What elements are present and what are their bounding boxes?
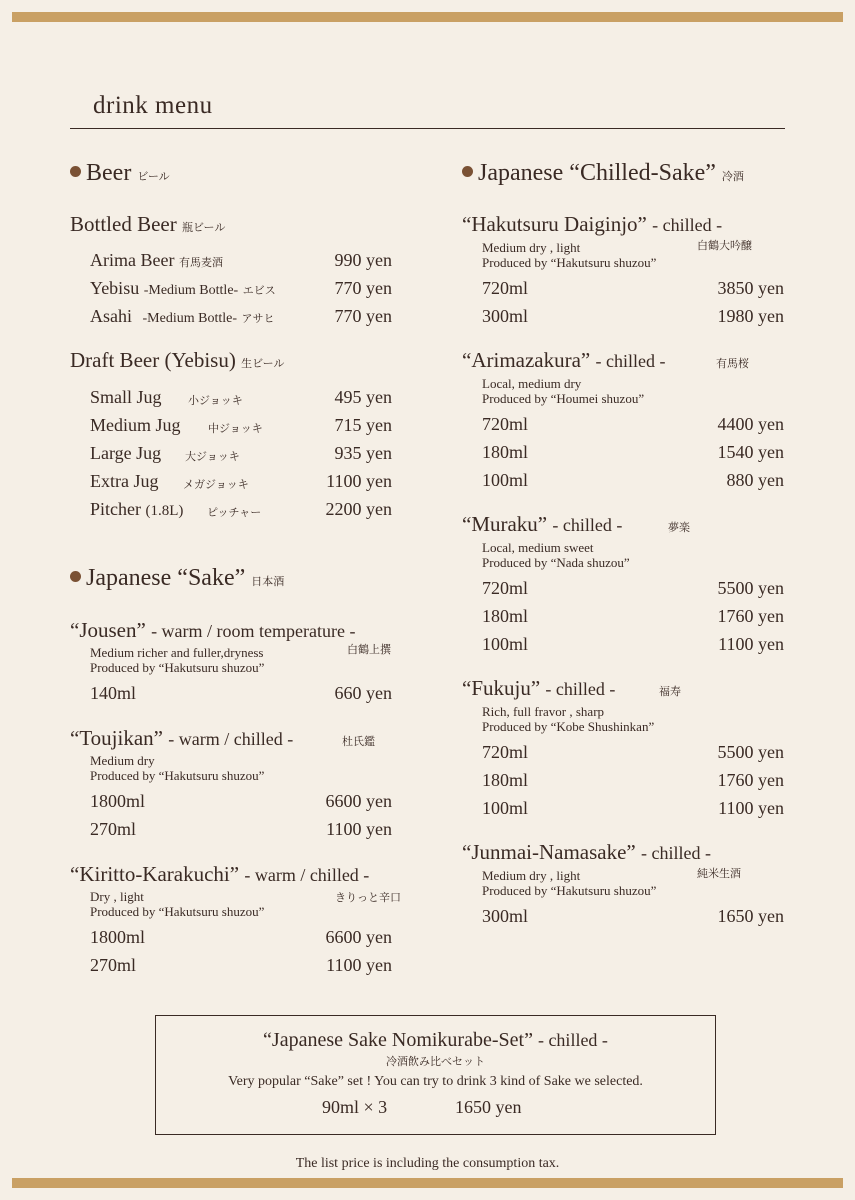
item-price: 495 yen xyxy=(334,387,392,407)
sake-name: “Jousen” xyxy=(70,618,146,642)
title-rule xyxy=(70,128,785,129)
sake-name: “Arimazakura” xyxy=(462,348,591,372)
sake-jp: 白鶴上撰 xyxy=(347,644,391,656)
sake-heading xyxy=(70,565,284,592)
set-size: 90ml × 3 xyxy=(322,1097,388,1117)
bottom-border-band xyxy=(12,1178,843,1188)
item-price: 770 yen xyxy=(334,306,392,326)
size-label: 300ml xyxy=(482,306,529,326)
sake-temp: - warm / chilled - xyxy=(168,729,294,749)
sake-temp: - warm / chilled - xyxy=(244,865,370,885)
size-label: 180ml xyxy=(482,606,529,626)
size-label: 720ml xyxy=(482,578,529,598)
menu-item xyxy=(90,250,223,271)
item-price: 770 yen xyxy=(334,278,392,298)
size-label: 270ml xyxy=(90,819,137,839)
menu-item xyxy=(90,499,183,520)
menu-item xyxy=(90,306,275,327)
sake-jp: 白鶴大吟醸 xyxy=(697,240,752,252)
sake-name: “Muraku” xyxy=(462,512,548,536)
set-temp: - chilled - xyxy=(537,1030,608,1050)
size-label: 1800ml xyxy=(90,927,146,947)
size-price: 4400 yen xyxy=(717,414,784,434)
sake-desc: Medium dry , light xyxy=(482,868,581,883)
chilled-heading xyxy=(462,160,744,187)
sake-name: “Toujikan” xyxy=(70,726,163,750)
size-price: 6600 yen xyxy=(325,791,392,811)
sake-desc: Dry , light xyxy=(90,889,144,904)
chilled-heading-jp: 冷酒 xyxy=(721,171,744,183)
size-label: 180ml xyxy=(482,442,529,462)
size-price: 6600 yen xyxy=(325,927,392,947)
size-label: 100ml xyxy=(482,798,529,818)
sake-producer: Produced by “Hakutsuru shuzou” xyxy=(482,255,657,270)
size-label: 300ml xyxy=(482,906,529,926)
item-jp: 小ジョッキ xyxy=(188,395,243,407)
item-price: 990 yen xyxy=(334,250,392,270)
item-name: Arima Beer xyxy=(90,250,175,270)
size-price: 3850 yen xyxy=(717,278,784,298)
tax-note: The list price is including the consumption tax. xyxy=(295,1156,560,1171)
bottled-beer-title-jp: 瓶ビール xyxy=(181,222,226,234)
item-name: Pitcher xyxy=(90,499,141,519)
sake-item-title xyxy=(462,212,722,237)
sake-producer: Produced by “Hakutsuru shuzou” xyxy=(90,904,265,919)
bottled-beer-title xyxy=(70,212,225,237)
sake-temp: - chilled - xyxy=(552,515,623,535)
sake-jp: 純米生酒 xyxy=(697,868,741,880)
sake-jp: 夢楽 xyxy=(668,522,690,534)
beer-heading-jp: ビール xyxy=(137,171,170,183)
sake-item-title xyxy=(462,348,665,373)
size-price: 1650 yen xyxy=(717,906,784,926)
size-label: 140ml xyxy=(90,683,137,703)
sake-desc: Medium dry xyxy=(90,753,155,768)
item-name: Large Jug xyxy=(90,443,162,463)
item-name: Medium Jug xyxy=(90,415,181,435)
draft-beer-title xyxy=(70,348,284,373)
size-label: 270ml xyxy=(90,955,137,975)
item-name: Extra Jug xyxy=(90,471,159,491)
sake-item-title xyxy=(462,676,615,701)
sake-item-title xyxy=(70,726,293,751)
size-price: 1760 yen xyxy=(717,770,784,790)
sake-name: “Kiritto-Karakuchi” xyxy=(70,862,240,886)
sake-producer: Produced by “Nada shuzou” xyxy=(482,555,630,570)
item-jp: 大ジョッキ xyxy=(185,451,240,463)
sake-item-title xyxy=(462,512,622,537)
size-price: 5500 yen xyxy=(717,578,784,598)
item-name: Asahi xyxy=(90,306,132,326)
item-jp: ピッチャー xyxy=(207,507,262,519)
sake-name: “Junmai-Namasake” xyxy=(462,840,636,864)
item-jp: アサヒ xyxy=(241,313,275,325)
size-price: 1760 yen xyxy=(717,606,784,626)
size-price: 1100 yen xyxy=(718,634,784,654)
sake-item-title xyxy=(462,840,711,865)
chilled-heading-text: Japanese “Chilled-Sake” xyxy=(478,160,716,186)
bullet-icon xyxy=(70,571,81,582)
size-price: 1540 yen xyxy=(717,442,784,462)
sake-item-title xyxy=(70,862,369,887)
sake-jp: 杜氏鑑 xyxy=(342,736,375,748)
size-label: 1800ml xyxy=(90,791,146,811)
item-name: Small Jug xyxy=(90,387,162,407)
size-label: 720ml xyxy=(482,742,529,762)
sake-jp: 福寿 xyxy=(659,686,681,698)
bullet-icon xyxy=(462,166,473,177)
sake-item-title xyxy=(70,618,355,643)
size-label: 720ml xyxy=(482,278,529,298)
beer-heading xyxy=(70,160,170,187)
draft-beer-title-jp: 生ビール xyxy=(241,358,285,370)
sake-producer: Produced by “Kobe Shushinkan” xyxy=(482,719,655,734)
sake-desc: Local, medium dry xyxy=(482,376,582,391)
item-jp: 有馬麦酒 xyxy=(178,257,223,269)
sake-temp: - chilled - xyxy=(595,351,666,371)
item-note: -Medium Bottle- xyxy=(143,283,239,298)
item-price: 715 yen xyxy=(334,415,392,435)
item-price: 1100 yen xyxy=(326,471,392,491)
sake-jp: 有馬桜 xyxy=(716,358,749,370)
sake-temp: - chilled - xyxy=(641,843,711,863)
size-price: 1100 yen xyxy=(326,955,392,975)
item-jp: メガジョッキ xyxy=(183,479,249,491)
size-label: 180ml xyxy=(482,770,529,790)
page-title: drink menu xyxy=(93,92,213,119)
sake-producer: Produced by “Hakutsuru shuzou” xyxy=(90,768,265,783)
sake-desc: Medium dry , light xyxy=(482,240,581,255)
item-note: (1.8L) xyxy=(145,503,184,519)
sake-heading-text: Japanese “Sake” xyxy=(86,565,246,591)
sake-desc: Medium richer and fuller,dryness xyxy=(90,645,264,660)
size-price: 1100 yen xyxy=(326,819,392,839)
set-price: 1650 yen xyxy=(455,1097,522,1117)
item-note: -Medium Bottle- xyxy=(142,311,237,326)
sake-name: “Hakutsuru Daiginjo” xyxy=(462,212,647,236)
item-jp: 中ジョッキ xyxy=(208,423,263,435)
size-price: 1100 yen xyxy=(718,798,784,818)
menu-item xyxy=(90,278,276,299)
size-label: 100ml xyxy=(482,470,529,490)
size-price: 1980 yen xyxy=(717,306,784,326)
set-title xyxy=(155,1029,716,1052)
sake-temp: - chilled - xyxy=(652,215,723,235)
beer-heading-text: Beer xyxy=(86,160,132,186)
top-border-band xyxy=(12,12,843,22)
sake-temp: - chilled - xyxy=(545,679,616,699)
sake-jp: きりっと辛口 xyxy=(335,892,401,904)
sake-temp: - warm / room temperature - xyxy=(151,621,356,641)
sake-producer: Produced by “Hakutsuru shuzou” xyxy=(90,660,265,675)
sake-name: “Fukuju” xyxy=(462,676,541,700)
sake-producer: Produced by “Hakutsuru shuzou” xyxy=(482,883,657,898)
sake-desc: Local, medium sweet xyxy=(482,540,594,555)
set-title-text: “Japanese Sake Nomikurabe-Set” xyxy=(263,1029,533,1051)
size-label: 720ml xyxy=(482,414,529,434)
item-jp: エビス xyxy=(242,285,276,297)
set-desc: Very popular “Sake” set ! You can try to drink 3 kind of Sake we selected. xyxy=(228,1074,643,1089)
item-price: 2200 yen xyxy=(325,499,392,519)
draft-beer-title-text: Draft Beer (Yebisu) xyxy=(70,348,236,372)
bottled-beer-title-text: Bottled Beer xyxy=(70,212,177,236)
sake-heading-jp: 日本酒 xyxy=(251,576,285,588)
size-label: 100ml xyxy=(482,634,529,654)
item-name: Yebisu xyxy=(90,278,140,298)
size-price: 660 yen xyxy=(334,683,392,703)
size-price: 880 yen xyxy=(726,470,784,490)
set-jp: 冷酒飲み比べセット xyxy=(386,1056,485,1068)
item-price: 935 yen xyxy=(334,443,392,463)
sake-desc: Rich, full fravor , sharp xyxy=(482,704,605,719)
size-price: 5500 yen xyxy=(717,742,784,762)
bullet-icon xyxy=(70,166,81,177)
sake-producer: Produced by “Houmei shuzou” xyxy=(482,391,645,406)
